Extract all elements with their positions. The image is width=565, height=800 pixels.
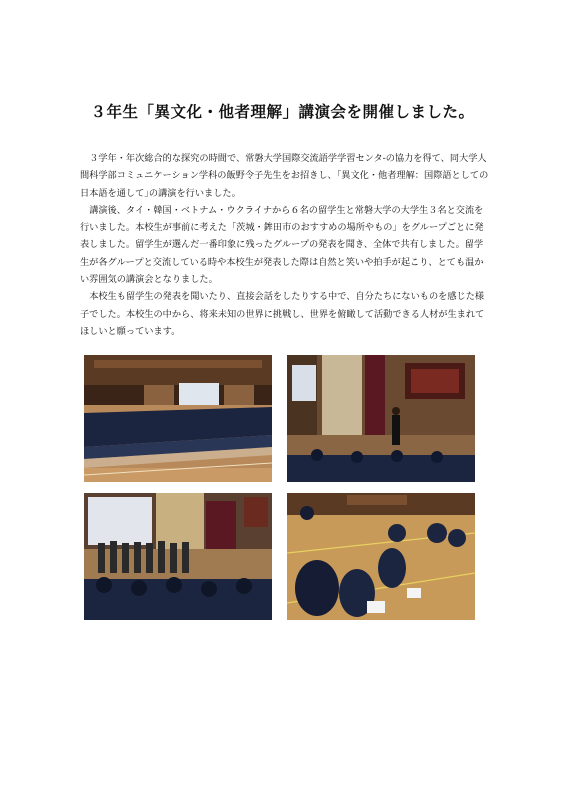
photo-group-discussion [287,493,475,620]
paragraph-1: ３学年・年次総合的な探究の時間で、常磐大学国際交流語学学習センタ-の協力を得て、同大学人間科学部コミュニケーション学科の飯野令子先生をお招きし、｢異文化・他者理解：国際語としての日本語を通して｣の講演を行いました。 [80,153,489,199]
article-body [80,150,490,340]
photo-students-lineup [84,493,272,620]
photo-students-lineup-image [84,493,272,620]
photo-lecturer-at-stage-image [287,355,475,482]
photo-gymnasium-audience [84,355,272,482]
page-title: ３年生「異文化・他者理解」講演会を開催しました。 [90,103,475,121]
paragraph-2: 講演後、タイ・韓国・ベトナム・ウクライナから６名の留学生と常磐大学の大学生３名と交流を行いました。本校生が事前に考えた「茨城・鉾田市のおすすめの場所やもの」をグループごとに発表しました。留学生が選んだ一番印象に残ったグループの発表を聞き、全体で共有しました。留学生が各グループと交流している時や本校生が発表した際は自然と笑いや拍手が起こり、とても温かい雰囲気の講演会となりました。 [80,204,484,286]
paragraph-3: 本校生も留学生の発表を聞いたり、直接会話をしたりする中で、自分たちにないものを感じた様子でした。本校生の中から、将来未知の世界に挑戦し、世界を俯瞰して活動できる人材が生まれてほしいと願っています。 [80,291,485,337]
photo-lecturer-at-stage [287,355,475,482]
photo-group-discussion-image [287,493,475,620]
photo-gymnasium-audience-image [84,355,272,482]
